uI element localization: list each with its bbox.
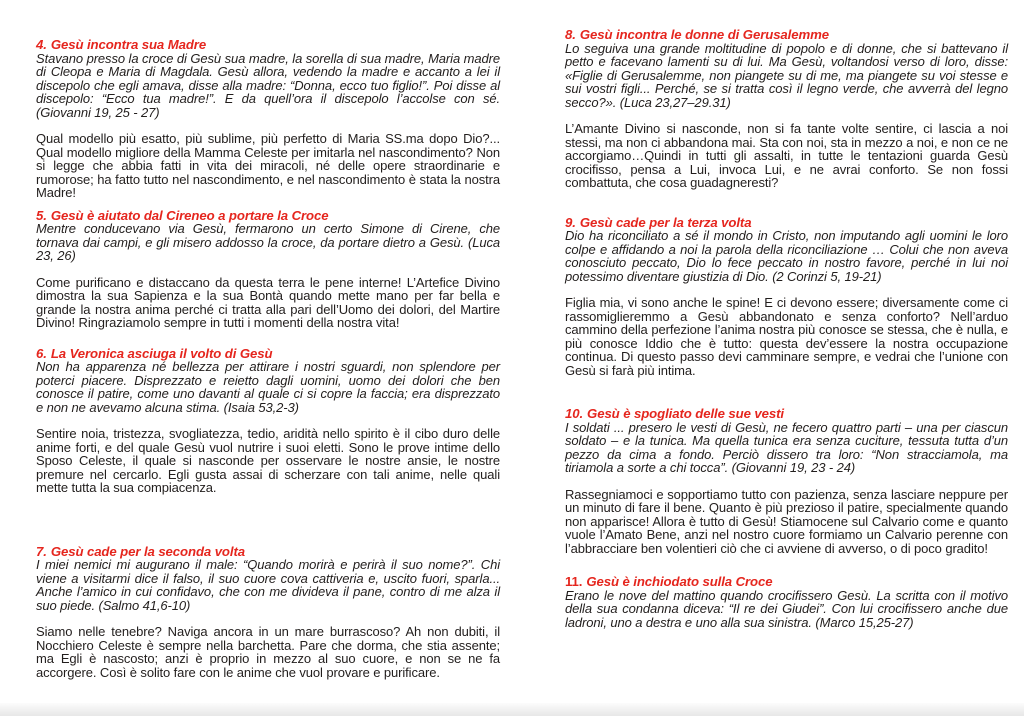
station-number: 11. [565,574,583,589]
station-number: 7. [36,543,47,559]
station-11 [565,575,1008,629]
station-7-heading [36,545,500,559]
commentary-paragraph: L’Amante Divino si nasconde, non si fa tante volte sentire, ci lascia a noi stessi, ma non ci abbandona mai. Sta con noi, sta in mezzo a noi, e non ce ne accorgiamo…Quindi in tutti gli assalti, in tutte le tentazioni guarda Gesù crocifisso, pensa a Lui, invoca Lui, e ne avrai conforto. Se non fossi combattuta, che cosa guadagneresti? [565,121,1008,190]
left-column [36,0,500,679]
commentary-paragraph: Qual modello più esatto, più sublime, più perfetto di Maria SS.ma dopo Dio?... Qual modello migliore della Mamma Celeste per imitarla nel nascondimento? Non si legge che abbia fatti in vita dei miracoli, né delle opere straordinarie e rumorose; ha fatto tutto nel nascondimento, e nel nascondimento è stata la nostra Madre! [36,131,500,200]
station-4-heading [36,38,500,52]
scripture-quote: I soldati ... presero le vesti di Gesù, ne fecero quattro parti – una per ciascun soldato – e la tunica. Ma quella tunica era senza cuciture, tessuta tutta d’un pezzo da cima a fondo. Perciò dissero tra loro: “Non stracciamola, ma tiriamola a sorte a chi tocca”. (Giovanni 19, 23 - 24) [565,419,1008,475]
station-11-heading [565,575,1008,589]
commentary-paragraph: Siamo nelle tenebre? Naviga ancora in un mare burrascoso? Ah non dubiti, il Nocchiero Celeste è sempre nella barchetta. Pare che dorma, che stia assente; ma Egli è nascosto; anzi è proprio in mezzo al suo cuore, e non se ne fa accorgere. Così è solito fare con le anime che vuol provare e purificare. [36,624,500,680]
station-8 [565,28,1008,190]
commentary-paragraph: Rassegniamoci e sopportiamo tutto con pazienza, senza lasciare neppure per un minuto di fare il bene. Quanto è più prezioso il patire, specialmente quando non apparisce! Allora è tutto di Gesù! Stiamocene sul Calvario come e quanto vuole l’Amato Bene, anzi nel nostro cuore formiamo un Calvario perenne con l’abbracciare ben volentieri ciò che ci avviene di avverso, o di poco gradito! [565,486,1008,556]
station-number: 9. [565,214,576,230]
station-number: 10. [565,406,584,421]
station-10 [565,407,1008,555]
page-bottom-scan-shadow [0,703,1024,716]
scripture-quote: Dio ha riconciliato a sé il mondo in Cristo, non imputando agli uomini le loro colpe e affidando a noi la parola della riconciliazione … Colui che non aveva conosciuto peccato, Dio lo fece peccato in nostro favore, perché in lui noi potessimo diventare giustizia di Dio. (2 Corinzi 5, 19-21) [565,228,1008,284]
station-title: Gesù incontra sua Madre [50,37,207,52]
station-title: Gesù è inchiodato sulla Croce [586,574,773,589]
station-6 [36,347,500,495]
scripture-quote: Erano le nove del mattino quando crocifissero Gesù. La scritta con il motivo della sua condanna diceva: “Il re dei Giudei”. Con lui crocifissero anche due ladroni, uno a destra e uno alla sua sinistra. (Marco 15,25-27) [565,587,1008,630]
station-number: 8. [565,27,576,42]
station-title: Gesù incontra le donne di Gerusalemme [579,27,829,42]
commentary-paragraph: Figlia mia, vi sono anche le spine! E ci devono essere; diversamente come ci rassomiglieremmo a Gesù abbandonato e senza conforto? Nell’arduo cammino della perfezione l’anima nostra più conosce se stessa, che è nulla, e più conosce Iddio che è tutto: questa dev’essere la nostra occupazione continua. Di questo passo devi camminare sempre, e vedrai che l’unione con Gesù si farà più intima. [565,295,1008,378]
scripture-quote: Lo seguiva una grande moltitudine di popolo e di donne, che si battevano il petto e facevano lamenti su di lui. Ma Gesù, voltandosi verso di loro, disse: «Figlie di Gerusalemme, non piangete su di me, ma piangete su voi stesse e sui vostri figli... Perché, se si tratta così il legno verde, che avverrà del legno secco?». (Luca 23,27–29.31) [565,40,1008,110]
station-9-heading [565,216,1008,230]
station-title: Gesù cade per la terza volta [579,214,752,230]
station-10-heading [565,407,1008,421]
station-5 [36,209,500,330]
station-7 [36,545,500,680]
station-number: 5. [36,207,47,223]
scripture-quote: Mentre conducevano via Gesù, fermarono un certo Simone di Cirene, che tornava dai campi, e gli misero addosso la croce, da portare dietro a Gesù. (Luca 23, 26) [36,221,500,263]
station-5-heading [36,209,500,223]
station-4 [36,38,500,200]
station-title: La Veronica asciuga il volto di Gesù [50,345,273,361]
scripture-quote: Non ha apparenza né bellezza per attirare i nostri sguardi, non splendore per poterci piacere. Disprezzato e reietto dagli uomini, uomo dei dolori che ben conosce il patire, come uno davanti al quale ci si copre la faccia; era disprezzato e non ne avevamo alcuna stima. (Isaia 53,2-3) [36,359,500,415]
commentary-paragraph: Sentire noia, tristezza, svogliatezza, tedio, aridità nello spirito è il cibo duro delle anime forti, e del quale Gesù vuol nutrire i suoi eletti. Sono le prove intime dello Sposo Celeste, il quale si nasconde per osservare le nostre ansie, le nostre premure nel cercarlo. Egli gusta assai di scherzare con tali anime, nelle quali mette tutta la sua compiacenza. [36,426,500,495]
station-9 [565,216,1008,378]
right-column [565,0,1008,629]
scripture-quote: I miei nemici mi augurano il male: “Quando morirà e perirà il suo nome?”. Chi viene a visitarmi dice il falso, il suo cuore cova cattiveria e, uscito fuori, sparla... Anche l’amico in cui confidavo, che con me divideva il pane, contro di me alza il suo piede. (Salmo 41,6-10) [36,557,500,613]
commentary-paragraph: Come purificano e distaccano da questa terra le pene interne! L’Artefice Divino dimostra la sua Sapienza e la sua Bontà quando mette mano per far bella e grande la nostra anima perché ci tratta alla pari dell’Uomo dei dolori, del Martire Divino! Ringraziamolo sempre in tutti i momenti della nostra vita! [36,274,500,330]
station-title: Gesù cade per la seconda volta [50,543,245,559]
station-6-heading [36,347,500,361]
scripture-quote: Stavano presso la croce di Gesù sua madre, la sorella di sua madre, Maria madre di Cleopa e Maria di Magdala. Gesù allora, vedendo la madre e accanto a lei il discepolo che egli amava, disse alla madre: “Donna, ecco tuo figlio!”. Poi disse al discepolo: “Ecco tua madre!”. E da quell’ora il discepolo l’accolse con sé. (Giovanni 19, 25 - 27) [36,50,500,120]
station-number: 6. [36,345,47,361]
station-8-heading [565,28,1008,42]
station-number: 4. [36,37,47,52]
station-title: Gesù è spogliato delle sue vesti [587,406,784,421]
station-title: Gesù è aiutato dal Cireneo a portare la Croce [50,207,329,223]
